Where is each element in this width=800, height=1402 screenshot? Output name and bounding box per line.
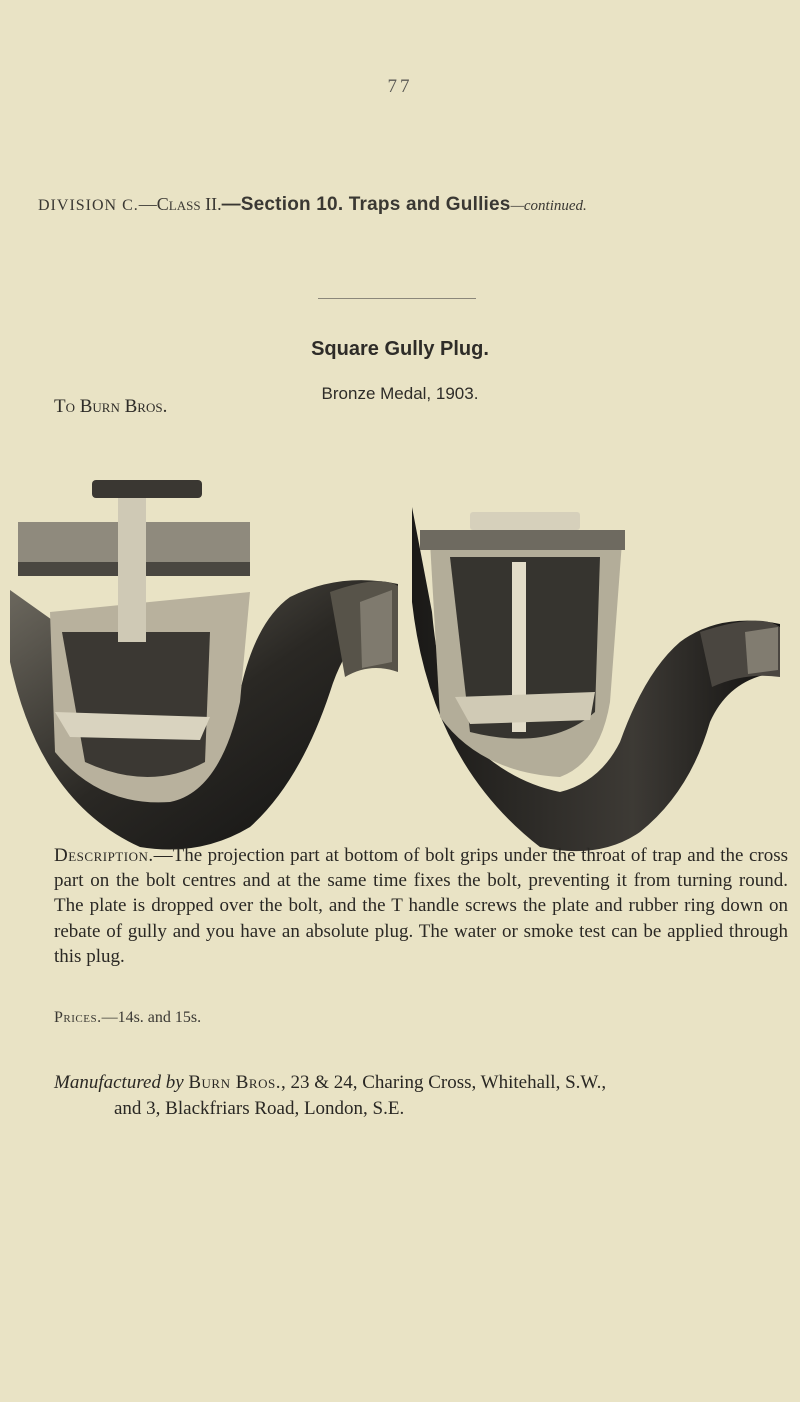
section-header [38,194,778,216]
header-section: —Section 10. Traps and Gullies [221,194,511,215]
header-class: —Class II. [138,194,222,214]
prices-label: Prices. [54,1009,102,1026]
description-lead: Description. [54,845,154,866]
manufacturer-firm: Burn Bros. [188,1072,281,1093]
gully-plug-illustration [0,462,800,857]
manufacturer-address-2: and 3, Blackfriars Road, London, S.E. [114,1098,405,1119]
header-continued: —continued. [510,198,587,214]
prices-line [54,1009,201,1027]
left-trap-drawing [10,480,398,850]
medal-line: Bronze Medal, 1903. [321,384,479,403]
manufacturer-block [54,1070,788,1122]
description-text: —The projection part at bottom of bolt grips under the throat of trap and the cross part on the bolt centres and at the same time fixes the bolt, preventing it from turning round. The plate is dropped over the bolt, and the T handle screws the plate and rubber ring down on rebate of gully and you have an absolute plug. The water or smoke test can be applied through this plug. [54,845,788,967]
item-title: Square Gully Plug. [311,338,489,360]
awarded-to: To Burn Bros. [54,396,168,417]
header-division: DIVISION C. [38,197,139,214]
description-paragraph [54,843,788,969]
title-divider [318,298,476,299]
manufacturer-address-1: , 23 & 24, Charing Cross, Whitehall, S.W., [280,1072,607,1093]
right-trap-drawing [412,507,780,851]
page-number: 77 [387,76,413,97]
manufacturer-prefix: Manufactured by [54,1072,184,1093]
prices-value: —14s. and 15s. [101,1009,202,1026]
